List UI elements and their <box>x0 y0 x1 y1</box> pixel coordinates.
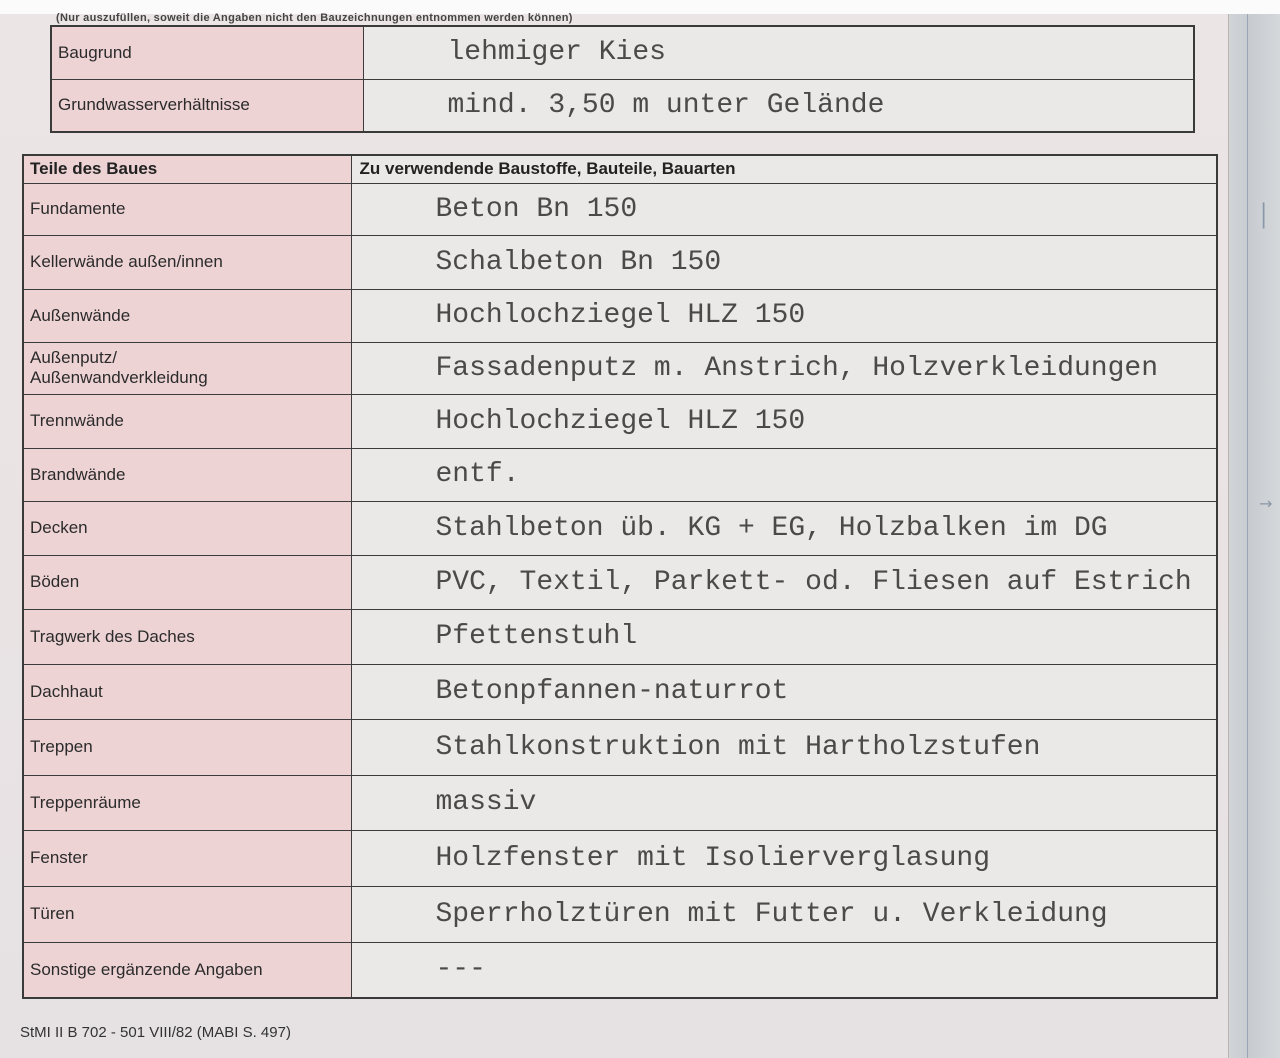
row-label: Böden <box>23 555 351 609</box>
row-value: lehmiger Kies <box>363 26 1194 79</box>
row-value: Hochlochziegel HLZ 150 <box>351 394 1217 448</box>
table-row <box>23 289 1217 342</box>
table-row <box>23 886 1217 942</box>
row-value: Hochlochziegel HLZ 150 <box>351 289 1217 342</box>
adjacent-page-edge <box>1228 14 1280 1058</box>
adjacent-page-mark: → <box>1259 494 1273 513</box>
table-row <box>23 394 1217 448</box>
row-label: Sonstige ergänzende Angaben <box>23 942 351 998</box>
row-label: Außenputz/ Außenwandverkleidung <box>23 342 351 394</box>
table-row <box>23 719 1217 775</box>
table-row <box>23 501 1217 555</box>
table-row <box>23 775 1217 830</box>
row-value: Beton Bn 150 <box>351 183 1217 235</box>
row-value: Holzfenster mit Isolierverglasung <box>351 830 1217 886</box>
table-row <box>23 609 1217 664</box>
table-row <box>23 235 1217 289</box>
row-value: entf. <box>351 448 1217 501</box>
table-row <box>23 830 1217 886</box>
table-row <box>23 555 1217 609</box>
row-label: Kellerwände außen/innen <box>23 235 351 289</box>
row-value: Sperrholztüren mit Futter u. Verkleidung <box>351 886 1217 942</box>
row-label: Fundamente <box>23 183 351 235</box>
table-row <box>23 664 1217 719</box>
row-label: Brandwände <box>23 448 351 501</box>
row-label: Baugrund <box>51 26 363 79</box>
row-label: Türen <box>23 886 351 942</box>
soil-row-baugrund <box>51 26 1194 79</box>
row-value: Schalbeton Bn 150 <box>351 235 1217 289</box>
row-value: Betonpfannen-naturrot <box>351 664 1217 719</box>
row-label: Dachhaut <box>23 664 351 719</box>
row-value: PVC, Textil, Parkett- od. Fliesen auf Estrich <box>351 555 1217 609</box>
building-parts-table <box>22 154 1218 999</box>
row-value: Pfettenstuhl <box>351 609 1217 664</box>
row-label: Grundwasserverhältnisse <box>51 79 363 132</box>
row-value: mind. 3,50 m unter Gelände <box>363 79 1194 132</box>
row-value: --- <box>351 942 1217 998</box>
row-value: massiv <box>351 775 1217 830</box>
table-row <box>23 448 1217 501</box>
row-label: Außenwände <box>23 289 351 342</box>
row-value: Stahlbeton üb. KG + EG, Holzbalken im DG <box>351 501 1217 555</box>
column-header-parts: Teile des Baues <box>23 155 351 183</box>
row-value: Stahlkonstruktion mit Hartholzstufen <box>351 719 1217 775</box>
table-row <box>23 342 1217 394</box>
table-row <box>23 942 1217 998</box>
row-label: Fenster <box>23 830 351 886</box>
form-code: StMI II B 702 - 501 VIII/82 (MABI S. 497) <box>20 1024 291 1041</box>
table-header-row <box>23 155 1217 183</box>
adjacent-page-mark: │ <box>1257 204 1271 229</box>
adjacent-page-rule <box>1247 14 1248 1058</box>
column-header-materials: Zu verwendende Baustoffe, Bauteile, Bauarten <box>351 155 1217 183</box>
row-label: Trennwände <box>23 394 351 448</box>
row-value: Fassadenputz m. Anstrich, Holzverkleidungen <box>351 342 1217 394</box>
form-header-note: (Nur auszufüllen, soweit die Angaben nicht den Bauzeichnungen entnommen werden können) <box>56 12 573 24</box>
row-label: Tragwerk des Daches <box>23 609 351 664</box>
row-label: Treppenräume <box>23 775 351 830</box>
row-label: Treppen <box>23 719 351 775</box>
soil-table <box>50 25 1195 133</box>
row-label: Decken <box>23 501 351 555</box>
soil-row-grundwasser <box>51 79 1194 132</box>
table-row <box>23 183 1217 235</box>
